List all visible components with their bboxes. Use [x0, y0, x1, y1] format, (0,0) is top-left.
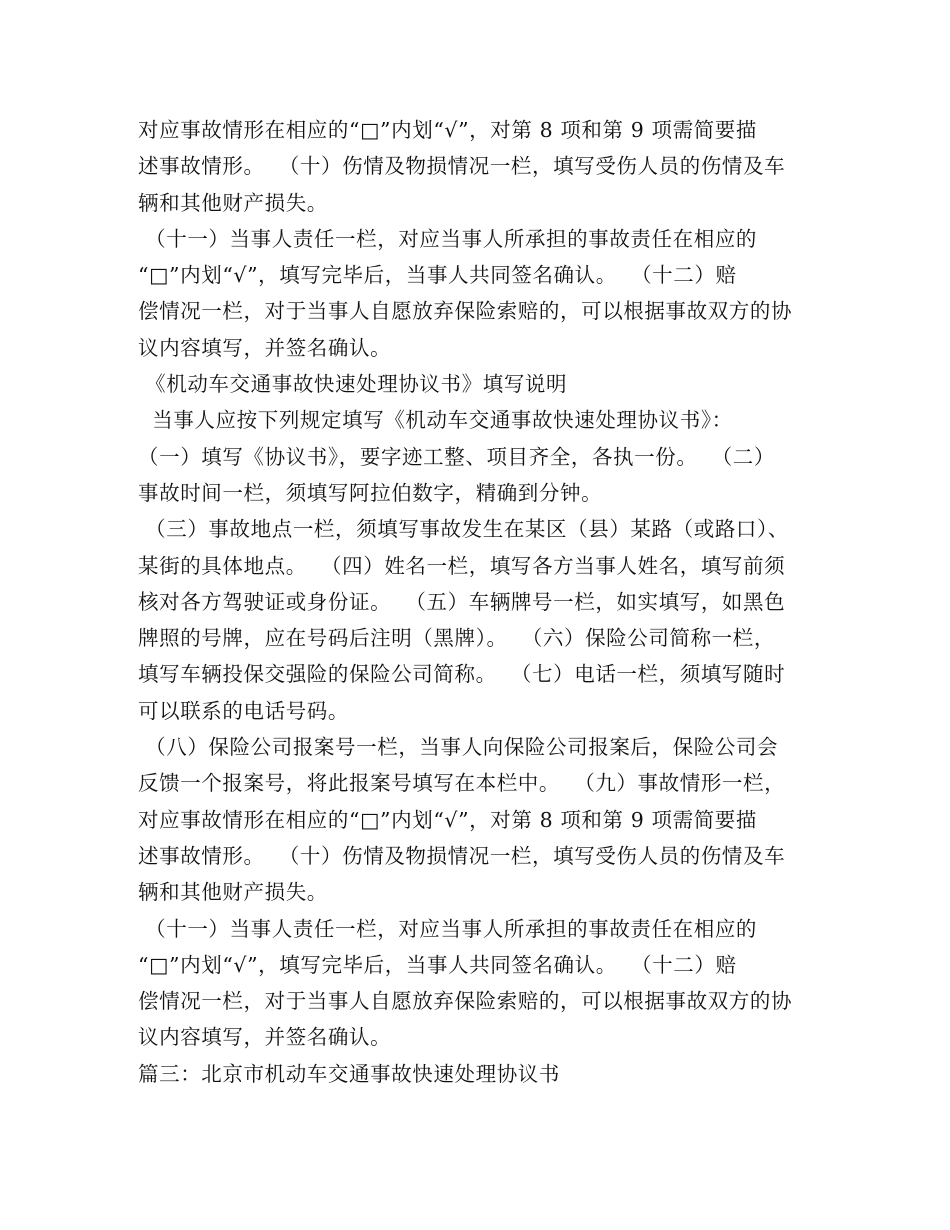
text-line: 述事故情形。 （十）伤情及物损情况一栏，填写受伤人员的伤情及车	[138, 843, 786, 868]
text-line: （十一）当事人责任一栏，对应当事人所承担的事故责任在相应的	[138, 226, 758, 251]
text-line: 对应事故情形在相应的“□”内划“√”，对第 8 项和第 9 项需简要描	[138, 807, 758, 832]
text-line: 牌照的号牌，应在号码后注明（黑牌）。 （六）保险公司简称一栏，	[138, 626, 775, 651]
text-line: 对应事故情形在相应的“□”内划“√”，对第 8 项和第 9 项需简要描	[138, 118, 758, 142]
text-line: 偿情况一栏，对于当事人自愿放弃保险索赔的，可以根据事故双方的协	[138, 299, 793, 324]
text-line: 议内容填写，并签名确认。	[138, 335, 392, 360]
text-line: 议内容填写，并签名确认。	[138, 1025, 392, 1050]
text-line: 反馈一个报案号，将此报案号填写在本栏中。 （九）事故情形一栏，	[138, 771, 786, 796]
text-line: 述事故情形。 （十）伤情及物损情况一栏，填写受伤人员的伤情及车	[138, 154, 786, 179]
text-line: 核对各方驾驶证或身份证。 （五）车辆牌号一栏，如实填写，如黑色	[138, 589, 786, 614]
text-line: （八）保险公司报案号一栏，当事人向保险公司报案后，保险公司会	[138, 735, 779, 760]
text-line: （一）填写《协议书》，要字迹工整、项目齐全，各执一份。 （二）	[138, 444, 775, 469]
text-line: “□”内划“√”，填写完毕后，当事人共同签名确认。 （十二）赔	[138, 952, 737, 977]
section-heading: 篇三：北京市机动车交通事故快速处理协议书	[138, 1061, 560, 1086]
text-line: 可以联系的电话号码。	[138, 698, 349, 723]
text-line: 事故时间一栏，须填写阿拉伯数字，精确到分钟。	[138, 480, 603, 505]
text-line: 辆和其他财产损失。	[138, 190, 328, 215]
text-line: 偿情况一栏，对于当事人自愿放弃保险索赔的，可以根据事故双方的协	[138, 989, 793, 1014]
text-line: 填写车辆投保交强险的保险公司简称。 （七）电话一栏，须填写随时	[138, 662, 786, 687]
section-heading: 《机动车交通事故快速处理协议书》填写说明	[138, 372, 568, 397]
text-line: “□”内划“√”，填写完毕后，当事人共同签名确认。 （十二）赔	[138, 263, 737, 288]
document-body	[138, 112, 828, 1092]
text-line: 某街的具体地点。 （四）姓名一栏，填写各方当事人姓名，填写前须	[138, 553, 786, 578]
text-line: （十一）当事人责任一栏，对应当事人所承担的事故责任在相应的	[138, 916, 758, 941]
text-line: （三）事故地点一栏，须填写事故发生在某区（县）某路（或路口）、	[138, 517, 789, 542]
text-line: 当事人应按下列规定填写《机动车交通事故快速处理协议书》：	[138, 408, 733, 433]
text-line: 辆和其他财产损失。	[138, 880, 328, 905]
